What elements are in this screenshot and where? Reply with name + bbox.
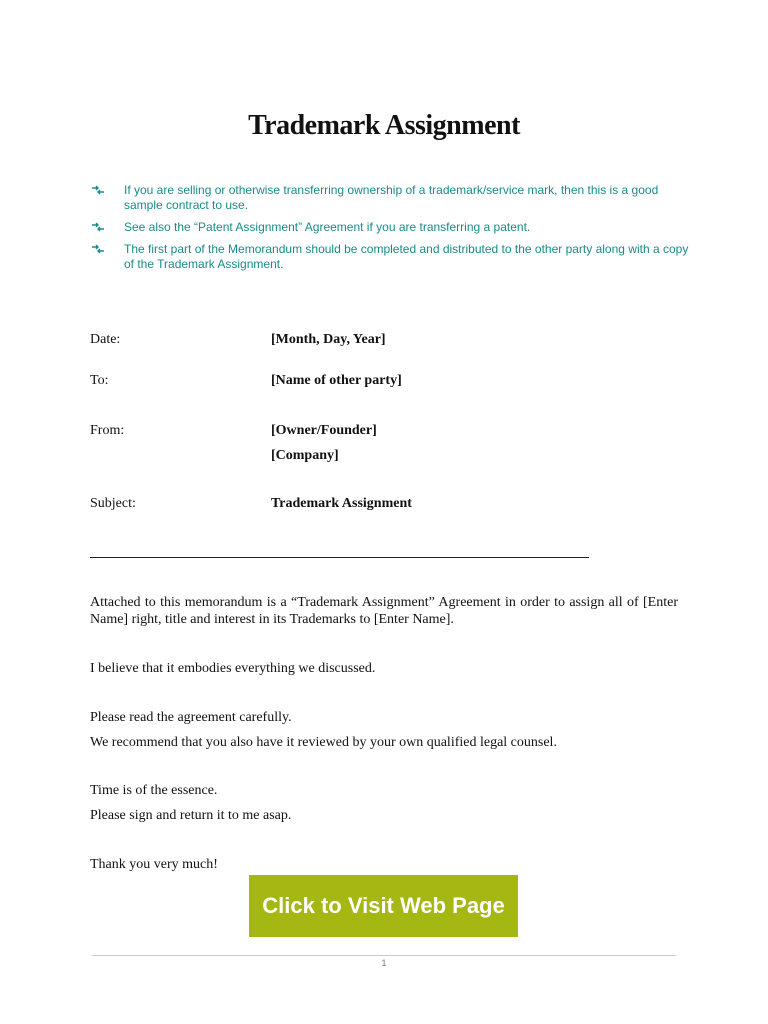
instruction-item <box>90 220 690 235</box>
body-paragraph: Thank you very much! <box>90 857 218 872</box>
instruction-text: See also the “Patent Assignment” Agreement if you are transferring a patent. <box>124 220 531 234</box>
double-arrow-icon <box>90 221 106 233</box>
double-arrow-icon <box>90 184 106 196</box>
memo-subject-value: Trademark Assignment <box>271 496 412 511</box>
body-paragraph: Please sign and return it to me asap. <box>90 808 292 823</box>
visit-web-page-button[interactable]: Click to Visit Web Page <box>249 875 518 937</box>
page-title: Trademark Assignment <box>248 110 520 141</box>
page-number: 1 <box>381 958 387 968</box>
instruction-text: The first part of the Memorandum should be completed and distributed to the other party along with a copy of the Trademark Assignment. <box>124 242 689 271</box>
memo-divider <box>90 557 589 558</box>
body-paragraph: Please read the agreement carefully. <box>90 710 292 725</box>
memo-from-owner: [Owner/Founder] <box>271 423 377 438</box>
memo-to-value: [Name of other party] <box>271 373 402 388</box>
body-paragraph: I believe that it embodies everything we discussed. <box>90 661 376 676</box>
body-paragraph: Attached to this memorandum is a “Trademark Assignment” Agreement in order to assign all of [Enter Name] right, title and interest in its Trademarks to [Enter Name]. <box>90 595 678 627</box>
instruction-list <box>90 183 690 279</box>
instruction-item <box>90 183 690 213</box>
double-arrow-icon <box>90 243 106 255</box>
memo-date-value: [Month, Day, Year] <box>271 332 386 347</box>
memo-from-company: [Company] <box>271 448 339 463</box>
instruction-text: If you are selling or otherwise transferring ownership of a trademark/service mark, then this is a good sample contract to use. <box>124 183 659 212</box>
memo-from-label: From: <box>90 423 125 438</box>
memo-date-label: Date: <box>90 332 121 347</box>
footer-rule <box>92 955 676 956</box>
instruction-item <box>90 242 690 272</box>
memo-to-label: To: <box>90 373 109 388</box>
body-paragraph: We recommend that you also have it reviewed by your own qualified legal counsel. <box>90 735 557 750</box>
memo-subject-label: Subject: <box>90 496 136 511</box>
body-paragraph: Time is of the essence. <box>90 783 218 798</box>
